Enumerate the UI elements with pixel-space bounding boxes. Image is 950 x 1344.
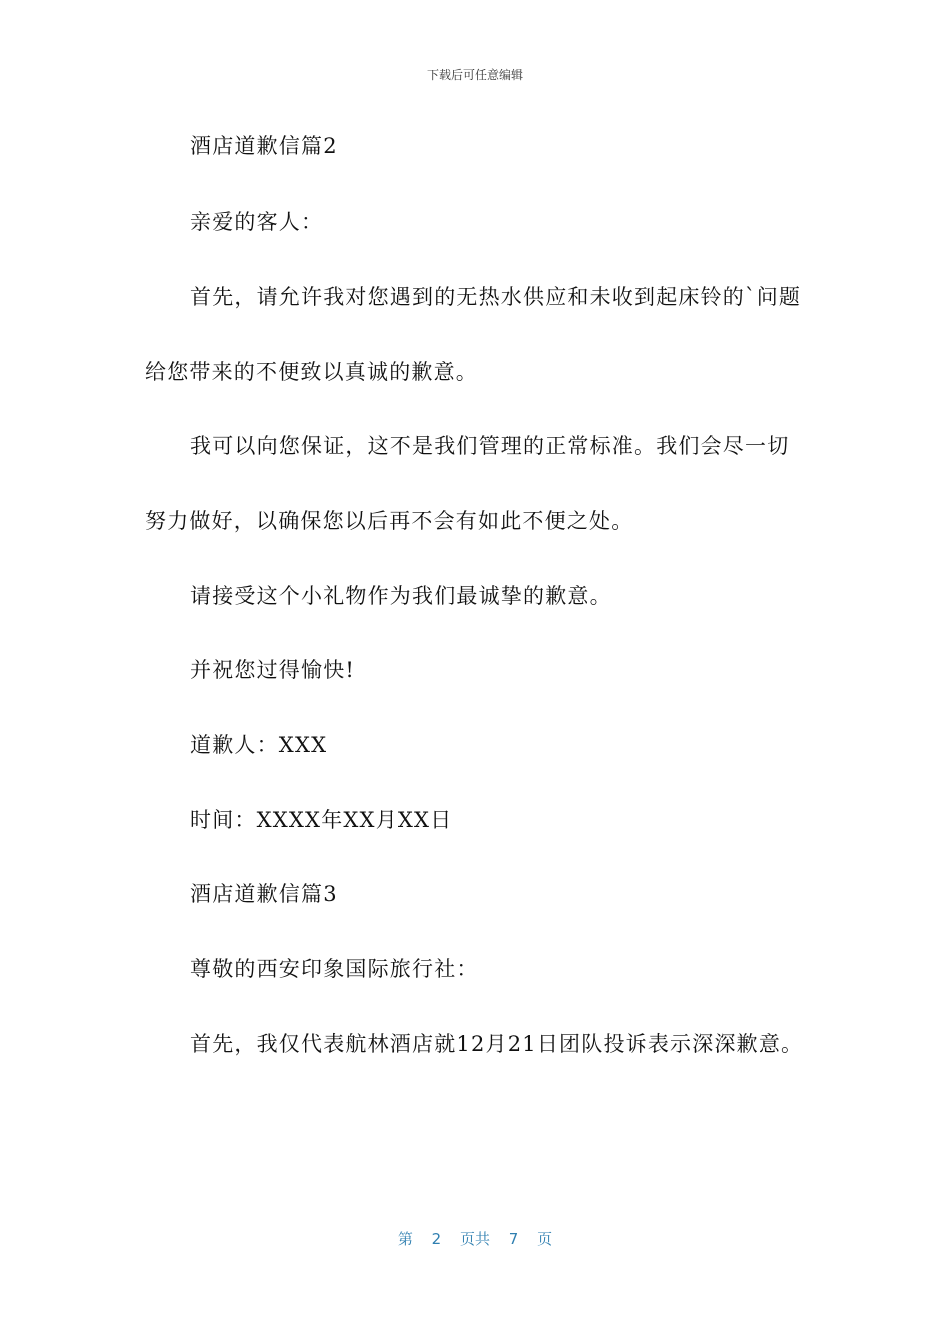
section-title-2: 酒店道歉信篇2 xyxy=(190,134,338,158)
page-total-number: 7 xyxy=(508,1230,519,1248)
page-header: 下载后可任意编辑 xyxy=(426,68,523,82)
paragraph-1-line-1: 首先，请允许我对您遇到的无热水供应和未收到起床铃的`问题 xyxy=(190,285,802,309)
date-line: 时间：XXXX年XX月XX日 xyxy=(190,808,453,832)
page-footer xyxy=(0,1228,950,1249)
paragraph-3: 请接受这个小礼物作为我们最诚挚的歉意。 xyxy=(190,584,612,608)
salutation-3: 尊敬的西安印象国际旅行社： xyxy=(190,957,479,981)
salutation-2: 亲爱的客人： xyxy=(190,210,324,234)
page-label-suffix: 页 xyxy=(537,1230,553,1248)
page-label-prefix: 第 xyxy=(397,1230,413,1248)
paragraph-4: 首先，我仅代表航林酒店就12月21日团队投诉表示深深歉意。 xyxy=(190,1032,804,1056)
paragraph-1-line-2: 给您带来的不便致以真诚的歉意。 xyxy=(145,360,478,384)
signer-line: 道歉人：XXX xyxy=(190,733,328,757)
closing-line: 并祝您过得愉快! xyxy=(190,658,356,682)
paragraph-2-line-1: 我可以向您保证，这不是我们管理的正常标准。我们会尽一切 xyxy=(190,434,790,458)
page-label-middle: 页共 xyxy=(459,1230,490,1248)
section-title-3: 酒店道歉信篇3 xyxy=(190,882,338,906)
paragraph-2-line-2: 努力做好，以确保您以后再不会有如此不便之处。 xyxy=(145,509,634,533)
page-current-number: 2 xyxy=(431,1230,442,1248)
